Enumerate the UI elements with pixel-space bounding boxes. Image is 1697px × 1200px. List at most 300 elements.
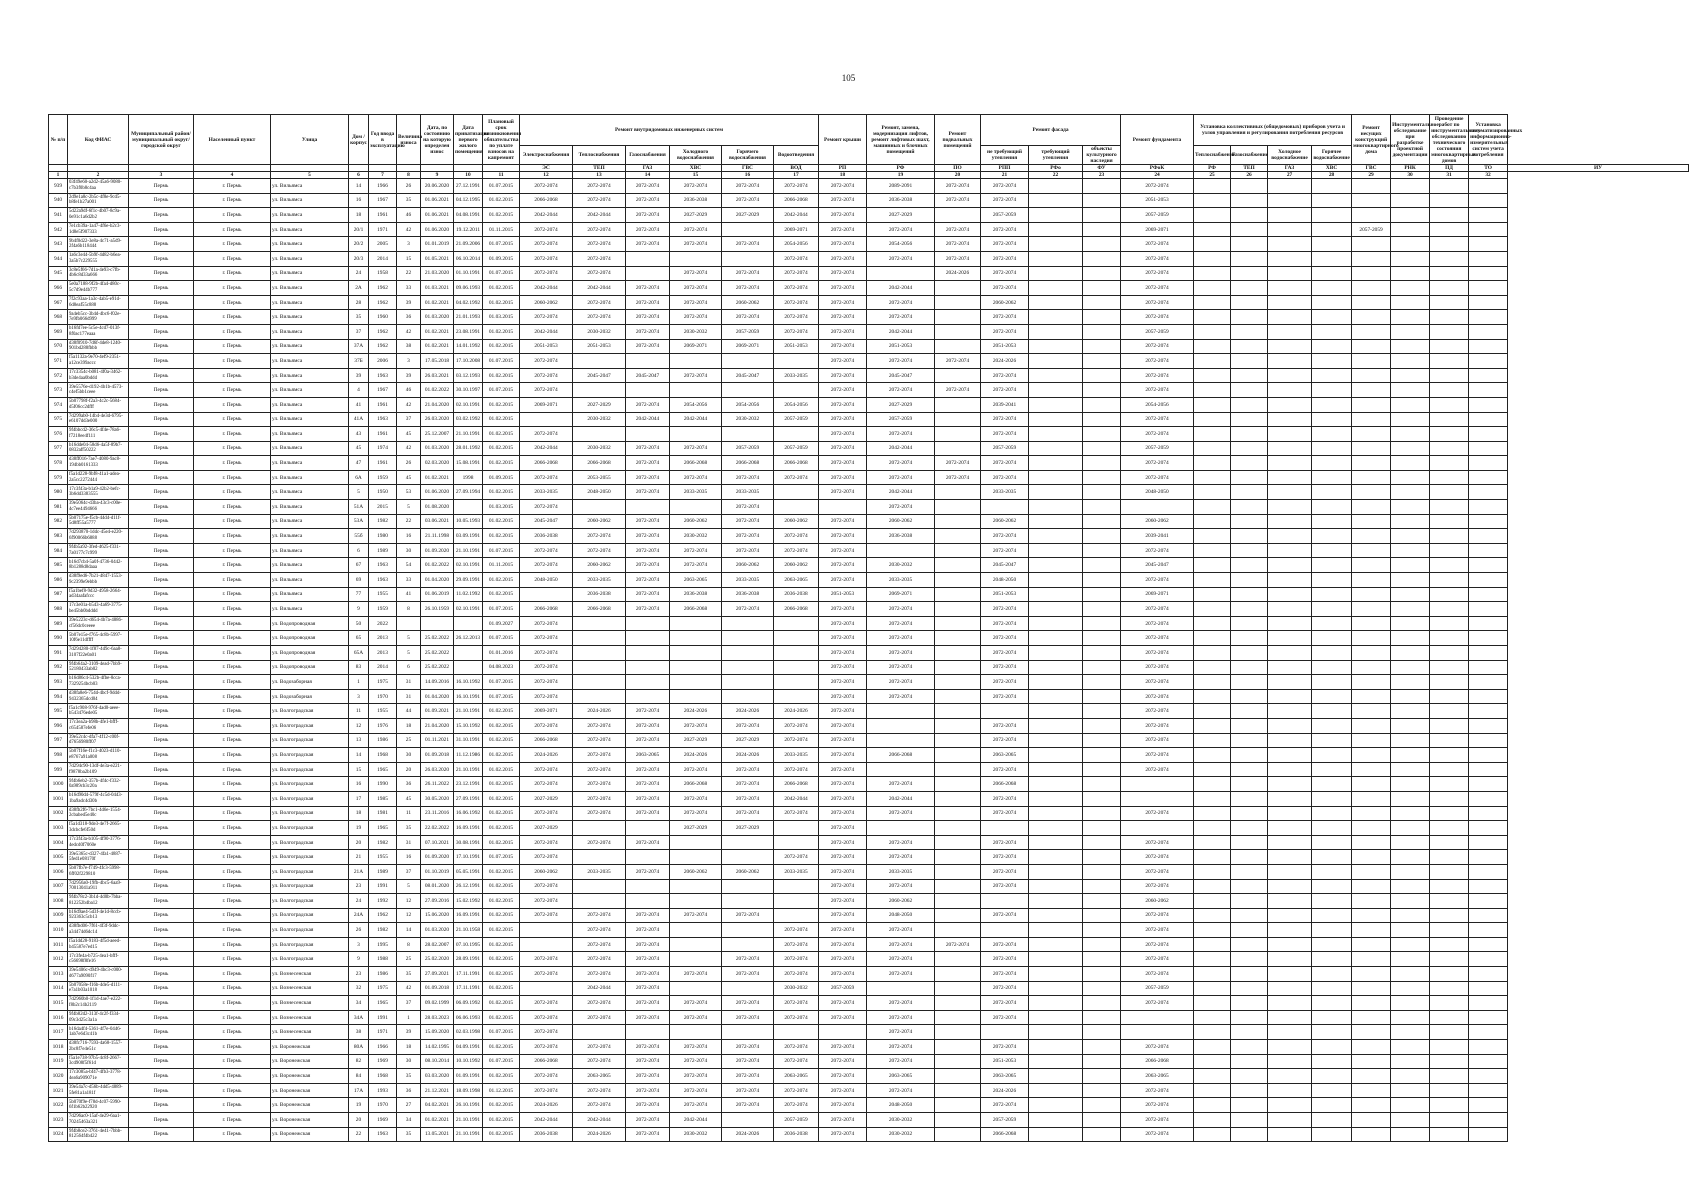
cell-basement xyxy=(935,397,981,412)
cell-roof: 2072-2074 xyxy=(819,179,867,194)
cell-auto-systems xyxy=(1469,514,1508,529)
cell-municipal: Пермь xyxy=(129,675,194,690)
header-municipal: Муниципальный район/муниципальный округ/городской округ xyxy=(129,115,194,165)
cell-house: 50 xyxy=(349,616,369,631)
cell-meter-gas xyxy=(1231,660,1268,675)
cell-gas xyxy=(626,354,670,369)
cell-year-built: 1970 xyxy=(369,689,397,704)
cell-facade-unwarmed: 2072-2074 xyxy=(981,967,1029,982)
cell-date-wear: 01.09.2020 xyxy=(421,850,454,865)
cell-cold-water: 2063-2065 xyxy=(670,573,722,588)
cell-fias-code: b16fd7ee-5c5e-4cd7-013f-8f0ac177eaaa xyxy=(68,324,129,339)
cell-planned-repair: 01.02.2015 xyxy=(483,937,520,952)
cell-date-privatization xyxy=(454,660,483,675)
cell-auto-systems xyxy=(1469,587,1508,602)
cell-meter-cold xyxy=(1268,631,1312,646)
cell-foundation: 2072-2074 xyxy=(1121,631,1194,646)
cell-reconstruction xyxy=(1352,602,1391,617)
cell-meter-hot xyxy=(1312,806,1352,821)
cell-wear: 54 xyxy=(397,558,421,573)
cell-heat: 2045-2047 xyxy=(573,368,626,383)
cell-settlement: г. Пермь xyxy=(194,266,271,281)
cell-wear: 16 xyxy=(397,850,421,865)
cell-meter-gas xyxy=(1231,295,1268,310)
cell-heat: 2072-2074 xyxy=(573,1083,626,1098)
cell-facade-warmed xyxy=(1029,251,1083,266)
cell-row-number: 1020 xyxy=(49,1069,68,1084)
cell-elevator: 2060-2062 xyxy=(867,894,935,909)
cell-row-number: 966 xyxy=(49,281,68,296)
cell-tech-state xyxy=(1430,587,1469,602)
cell-planned-repair: 01.02.2015 xyxy=(483,397,520,412)
cell-settlement: г. Пермь xyxy=(194,718,271,733)
cell-facade-warmed xyxy=(1029,295,1083,310)
cell-gas: 2072-2074 xyxy=(626,1083,670,1098)
cell-auto-systems xyxy=(1469,981,1508,996)
cell-municipal: Пермь xyxy=(129,208,194,223)
cell-tech-state xyxy=(1430,791,1469,806)
cell-meter-heat xyxy=(1194,1054,1231,1069)
header-year-built: Год ввода в эксплуатацию xyxy=(369,115,397,165)
cell-reconstruction xyxy=(1352,996,1391,1011)
cell-wear: 35 xyxy=(397,1069,421,1084)
cell-facade-unwarmed: 2063-2065 xyxy=(981,1069,1029,1084)
cell-meter-cold xyxy=(1268,1040,1312,1055)
cell-planned-repair: 01.09.2027 xyxy=(483,616,520,631)
table-row xyxy=(49,485,1689,500)
cell-fias-code: 9f4b82d2-313f-4c2f-f334-09c3d25c3a1a xyxy=(68,1010,129,1025)
cell-elevator: 2051-2053 xyxy=(867,339,935,354)
cell-meter-gas xyxy=(1231,937,1268,952)
cell-house: 37 xyxy=(349,324,369,339)
cell-municipal: Пермь xyxy=(129,470,194,485)
cell-street: ул. Вильямса xyxy=(271,179,349,194)
cell-roof: 2072-2074 xyxy=(819,835,867,850)
cell-tech-state xyxy=(1430,193,1469,208)
cell-year-built: 1961 xyxy=(369,397,397,412)
cell-cold-water: 2042-2044 xyxy=(670,1113,722,1128)
cell-elevator: 2072-2074 xyxy=(867,295,935,310)
cell-foundation: 2072-2074 xyxy=(1121,573,1194,588)
cell-cold-water: 2027-2029 xyxy=(670,733,722,748)
cell-tech-state xyxy=(1430,179,1469,194)
cell-project-docs xyxy=(1391,646,1430,661)
cell-hot-water: 2072-2074 xyxy=(722,908,774,923)
cell-wear: 36 xyxy=(397,777,421,792)
table-row xyxy=(49,266,1689,281)
table-row xyxy=(49,689,1689,704)
cell-auto-systems xyxy=(1469,368,1508,383)
cell-basement xyxy=(935,879,981,894)
cell-basement: 2072-2074 xyxy=(935,179,981,194)
cell-street: ул. Воронежская xyxy=(271,1069,349,1084)
cell-roof: 2072-2074 xyxy=(819,237,867,252)
cell-elevator: 2072-2074 xyxy=(867,850,935,865)
cell-facade-heritage xyxy=(1083,529,1121,544)
cell-row-number: 1004 xyxy=(49,835,68,850)
cell-tech-state xyxy=(1430,427,1469,442)
cell-meter-cold xyxy=(1268,1025,1312,1040)
cell-hot-water: 2060-2062 xyxy=(722,295,774,310)
cell-facade-heritage xyxy=(1083,908,1121,923)
cell-date-privatization: 16.09.1991 xyxy=(454,821,483,836)
cell-heat: 2072-2074 xyxy=(573,543,626,558)
cell-facade-unwarmed: 2060-2062 xyxy=(981,514,1029,529)
cell-heat: 2072-2074 xyxy=(573,266,626,281)
cell-roof: 2072-2074 xyxy=(819,1069,867,1084)
cell-electro: 2024-2026 xyxy=(520,1098,573,1113)
cell-municipal: Пермь xyxy=(129,996,194,1011)
cell-facade-warmed xyxy=(1029,748,1083,763)
cell-facade-heritage xyxy=(1083,1127,1121,1142)
cell-auto-systems xyxy=(1469,222,1508,237)
cell-year-built: 2015 xyxy=(369,500,397,515)
cell-project-docs xyxy=(1391,295,1430,310)
cell-project-docs xyxy=(1391,762,1430,777)
cell-reconstruction xyxy=(1352,923,1391,938)
cell-facade-heritage xyxy=(1083,1054,1121,1069)
cell-cold-water xyxy=(670,427,722,442)
cell-planned-repair: 01.02.2015 xyxy=(483,485,520,500)
header-code-cell: РНК xyxy=(1391,165,1430,172)
cell-foundation: 2072-2074 xyxy=(1121,1040,1194,1055)
cell-cold-water: 2072-2074 xyxy=(670,266,722,281)
cell-hot-water xyxy=(722,981,774,996)
cell-planned-repair: 01.02.2015 xyxy=(483,748,520,763)
cell-heat: 2033-2035 xyxy=(573,573,626,588)
table-row xyxy=(49,587,1689,602)
cell-wear: 20 xyxy=(397,762,421,777)
cell-planned-repair: 01.07.2015 xyxy=(483,354,520,369)
cell-municipal: Пермь xyxy=(129,1054,194,1069)
cell-tech-state xyxy=(1430,850,1469,865)
cell-street: ул. Воронежская xyxy=(271,1113,349,1128)
cell-heat: 2030-2032 xyxy=(573,324,626,339)
cell-facade-heritage xyxy=(1083,251,1121,266)
cell-fias-code: 17c3f43a-b105-4f90-3776-4edcd0f7060e xyxy=(68,835,129,850)
cell-facade-heritage xyxy=(1083,543,1121,558)
table-row xyxy=(49,1025,1689,1040)
cell-roof: 2072-2074 xyxy=(819,879,867,894)
cell-project-docs xyxy=(1391,179,1430,194)
cell-reconstruction xyxy=(1352,1098,1391,1113)
cell-electro xyxy=(520,587,573,602)
cell-roof: 2072-2074 xyxy=(819,1127,867,1142)
cell-elevator: 2072-2074 xyxy=(867,470,935,485)
header-code-cell: РП xyxy=(819,165,867,172)
cell-basement xyxy=(935,310,981,325)
cell-meter-hot xyxy=(1312,368,1352,383)
cell-facade-warmed xyxy=(1029,1054,1083,1069)
cell-wear: 39 xyxy=(397,295,421,310)
header-code-cell: РФ xyxy=(867,165,935,172)
cell-reconstruction xyxy=(1352,397,1391,412)
cell-heat: 2072-2074 xyxy=(573,295,626,310)
cell-cold-water xyxy=(670,850,722,865)
cell-house: 22 xyxy=(349,1127,369,1142)
cell-fias-code: 5d22a9df-6f1c-4b07-8c9a-0e91c1a6d2b2 xyxy=(68,208,129,223)
cell-electro: 2072-2074 xyxy=(520,222,573,237)
cell-gas: 2072-2074 xyxy=(626,923,670,938)
cell-tech-state xyxy=(1430,1025,1469,1040)
cell-planned-repair: 01.12.2015 xyxy=(483,1083,520,1098)
cell-auto-systems xyxy=(1469,806,1508,821)
header-meter-gas: Газоснабжение xyxy=(1231,146,1268,165)
cell-row-number: 1023 xyxy=(49,1113,68,1128)
cell-planned-repair: 01.02.2015 xyxy=(483,835,520,850)
cell-cold-water: 2072-2074 xyxy=(670,470,722,485)
cell-fias-code: b16dde04-58d6-4a5f-89b7-0832aff50222 xyxy=(68,441,129,456)
cell-meter-hot xyxy=(1312,500,1352,515)
cell-street: ул. Водозаборная xyxy=(271,689,349,704)
cell-facade-heritage xyxy=(1083,835,1121,850)
cell-sewer: 2072-2074 xyxy=(774,1054,819,1069)
cell-fias-code: 7e1cb39a-1a47-4f6e-b2c3-1d8e5f907333 xyxy=(68,222,129,237)
cell-elevator: 2045-2047 xyxy=(867,368,935,383)
cell-hot-water: 2057-2059 xyxy=(722,324,774,339)
cell-gas: 2072-2074 xyxy=(626,1127,670,1142)
cell-facade-heritage xyxy=(1083,806,1121,821)
cell-auto-systems xyxy=(1469,1010,1508,1025)
cell-hot-water: 2072-2074 xyxy=(722,1098,774,1113)
cell-house: 3 xyxy=(349,689,369,704)
cell-project-docs xyxy=(1391,383,1430,398)
cell-row-number: 978 xyxy=(49,456,68,471)
cell-meter-gas xyxy=(1231,543,1268,558)
cell-date-privatization: 21.10.1958 xyxy=(454,923,483,938)
cell-date-privatization: 01.10.1991 xyxy=(454,266,483,281)
cell-auto-systems xyxy=(1469,1098,1508,1113)
header-tech-state: Проведение работ по инструментальному обследованию технического состояния многоквартирных домов xyxy=(1431,115,1481,164)
cell-facade-unwarmed: 2072-2074 xyxy=(981,193,1029,208)
cell-settlement: г. Пермь xyxy=(194,762,271,777)
cell-cold-water: 2072-2074 xyxy=(670,762,722,777)
cell-meter-hot xyxy=(1312,937,1352,952)
cell-date-wear: 26.03.2021 xyxy=(421,368,454,383)
cell-date-privatization: 17.10.1991 xyxy=(454,850,483,865)
cell-hot-water: 2072-2074 xyxy=(722,791,774,806)
header-code-cell: ГАЗ xyxy=(626,165,670,172)
cell-elevator: 2072-2074 xyxy=(867,383,935,398)
cell-street: ул. Волгоградская xyxy=(271,762,349,777)
cell-elevator: 2072-2074 xyxy=(867,310,935,325)
cell-date-privatization: 26.10.1991 xyxy=(454,1098,483,1113)
cell-meter-cold xyxy=(1268,689,1312,704)
cell-foundation: 2072-2074 xyxy=(1121,864,1194,879)
cell-elevator: 2072-2074 xyxy=(867,675,935,690)
table-row xyxy=(49,952,1689,967)
cell-facade-heritage xyxy=(1083,704,1121,719)
cell-year-built: 1958 xyxy=(369,266,397,281)
cell-cold-water: 2072-2074 xyxy=(670,1040,722,1055)
cell-auto-systems xyxy=(1469,354,1508,369)
cell-elevator: 2069-2071 xyxy=(867,587,935,602)
cell-date-wear: 25.02.2020 xyxy=(421,952,454,967)
cell-elevator xyxy=(867,762,935,777)
cell-tech-state xyxy=(1430,864,1469,879)
header-code-blank xyxy=(349,165,369,172)
header-code-cell: РФ xyxy=(1194,165,1231,172)
cell-meter-heat xyxy=(1194,879,1231,894)
cell-facade-heritage xyxy=(1083,485,1121,500)
cell-fias-code: 17c3085a-bf47-4fb3-3778-4ea6a909071e xyxy=(68,1069,129,1084)
cell-sewer: 2072-2074 xyxy=(774,923,819,938)
cell-project-docs xyxy=(1391,675,1430,690)
cell-facade-heritage xyxy=(1083,368,1121,383)
cell-meter-cold xyxy=(1268,529,1312,544)
cell-gas: 2072-2074 xyxy=(626,967,670,982)
cell-meter-gas xyxy=(1231,529,1268,544)
cell-foundation: 2072-2074 xyxy=(1121,368,1194,383)
cell-settlement: г. Пермь xyxy=(194,1040,271,1055)
cell-year-built: 1963 xyxy=(369,1127,397,1142)
cell-facade-heritage xyxy=(1083,587,1121,602)
cell-planned-repair: 01.07.2015 xyxy=(483,179,520,194)
cell-wear: 30 xyxy=(397,1054,421,1069)
cell-elevator: 2042-2044 xyxy=(867,485,935,500)
cell-project-docs xyxy=(1391,237,1430,252)
cell-meter-cold xyxy=(1268,602,1312,617)
cell-street: ул. Вильямса xyxy=(271,368,349,383)
cell-municipal: Пермь xyxy=(129,806,194,821)
cell-project-docs xyxy=(1391,1127,1430,1142)
cell-wear: 11 xyxy=(397,806,421,821)
cell-reconstruction xyxy=(1352,485,1391,500)
cell-year-built: 1986 xyxy=(369,967,397,982)
cell-elevator: 2033-2035 xyxy=(867,573,935,588)
cell-date-wear: 21.04.2020 xyxy=(421,718,454,733)
cell-auto-systems xyxy=(1469,383,1508,398)
cell-wear: 42 xyxy=(397,397,421,412)
cell-basement xyxy=(935,587,981,602)
cell-municipal: Пермь xyxy=(129,514,194,529)
cell-date-wear: 26.03.2020 xyxy=(421,762,454,777)
cell-meter-cold xyxy=(1268,718,1312,733)
cell-municipal: Пермь xyxy=(129,937,194,952)
cell-heat: 2036-2038 xyxy=(573,587,626,602)
cell-street: ул. Волгоградская xyxy=(271,937,349,952)
cell-roof: 2072-2074 xyxy=(819,354,867,369)
cell-facade-unwarmed: 2033-2035 xyxy=(981,485,1029,500)
cell-date-privatization: 11.02.1992 xyxy=(454,587,483,602)
cell-cold-water: 2054-2056 xyxy=(670,397,722,412)
cell-reconstruction xyxy=(1352,558,1391,573)
cell-basement: 2072-2074 xyxy=(935,937,981,952)
cell-project-docs xyxy=(1391,602,1430,617)
header-column-number: 15 xyxy=(670,172,722,179)
cell-facade-unwarmed xyxy=(981,923,1029,938)
cell-elevator: 2063-2065 xyxy=(867,1069,935,1084)
cell-wear: 18 xyxy=(397,1040,421,1055)
cell-elevator: 2033-2035 xyxy=(867,864,935,879)
cell-fias-code: 5b07058e-f16b-4de5-d111-e7a1b03a1018 xyxy=(68,981,129,996)
cell-house: 17 xyxy=(349,791,369,806)
cell-basement xyxy=(935,791,981,806)
cell-gas: 2072-2074 xyxy=(626,835,670,850)
cell-electro: 2027-2029 xyxy=(520,821,573,836)
cell-cold-water xyxy=(670,251,722,266)
cell-cold-water: 2024-2026 xyxy=(670,704,722,719)
cell-reconstruction xyxy=(1352,748,1391,763)
cell-year-built: 1959 xyxy=(369,602,397,617)
cell-meter-cold xyxy=(1268,704,1312,719)
cell-facade-unwarmed: 2060-2062 xyxy=(981,295,1029,310)
table-row xyxy=(49,397,1689,412)
cell-meter-heat xyxy=(1194,281,1231,296)
cell-hot-water xyxy=(722,850,774,865)
cell-house: 37А xyxy=(349,339,369,354)
cell-settlement: г. Пермь xyxy=(194,237,271,252)
cell-wear: 8 xyxy=(397,937,421,952)
cell-foundation: 2072-2074 xyxy=(1121,879,1194,894)
cell-facade-warmed xyxy=(1029,981,1083,996)
cell-auto-systems xyxy=(1469,397,1508,412)
cell-foundation: 2072-2074 xyxy=(1121,689,1194,704)
cell-street: ул. Вильямса xyxy=(271,295,349,310)
header-code-blank xyxy=(483,165,520,172)
cell-cold-water: 2072-2074 xyxy=(670,806,722,821)
cell-facade-unwarmed: 2072-2074 xyxy=(981,718,1029,733)
cell-date-wear: 15.09.2020 xyxy=(421,1025,454,1040)
cell-facade-unwarmed: 2072-2074 xyxy=(981,602,1029,617)
header-foundation: Ремонт фундамента xyxy=(1121,115,1194,165)
cell-house: 65 xyxy=(349,631,369,646)
header-project-docs: Инструментальное обследование при разработке проектной документации xyxy=(1391,115,1430,165)
cell-house: 13 xyxy=(349,733,369,748)
cell-electro: 2072-2074 xyxy=(520,689,573,704)
cell-row-number: 986 xyxy=(49,573,68,588)
cell-project-docs xyxy=(1391,1083,1430,1098)
cell-sewer: 2066-2068 xyxy=(774,193,819,208)
cell-elevator: 2066-2068 xyxy=(867,748,935,763)
cell-facade-unwarmed: 2072-2074 xyxy=(981,368,1029,383)
cell-hot-water xyxy=(722,631,774,646)
table-row xyxy=(49,981,1689,996)
cell-wear xyxy=(397,616,421,631)
cell-municipal: Пермь xyxy=(129,310,194,325)
cell-roof: 2072-2074 xyxy=(819,718,867,733)
header-column-number: 3 xyxy=(129,172,194,179)
cell-meter-gas xyxy=(1231,996,1268,1011)
cell-sewer xyxy=(774,616,819,631)
cell-basement xyxy=(935,281,981,296)
cell-wear: 5 xyxy=(397,631,421,646)
cell-roof: 2072-2074 xyxy=(819,514,867,529)
cell-row-number: 990 xyxy=(49,631,68,646)
cell-meter-heat xyxy=(1194,1069,1231,1084)
cell-meter-gas xyxy=(1231,222,1268,237)
cell-meter-gas xyxy=(1231,631,1268,646)
cell-elevator: 2072-2074 xyxy=(867,1010,935,1025)
cell-basement: 2072-2074 xyxy=(935,383,981,398)
cell-elevator: 2054-2056 xyxy=(867,237,935,252)
cell-meter-cold xyxy=(1268,762,1312,777)
cell-sewer: 2072-2074 xyxy=(774,952,819,967)
header-column-number: 11 xyxy=(483,172,520,179)
cell-sewer: 2030-2032 xyxy=(774,981,819,996)
cell-meter-heat xyxy=(1194,383,1231,398)
cell-elevator: 2072-2074 xyxy=(867,251,935,266)
cell-date-privatization: 16.09.1991 xyxy=(454,908,483,923)
cell-wear: 16 xyxy=(397,529,421,544)
cell-facade-heritage xyxy=(1083,1025,1121,1040)
header-auto-systems: Установка автоматизированных информационно-измерительных систем учета потребления xyxy=(1469,115,1508,165)
cell-facade-heritage xyxy=(1083,558,1121,573)
cell-basement xyxy=(935,864,981,879)
cell-year-built: 1963 xyxy=(369,558,397,573)
cell-date-wear: 03.06.2021 xyxy=(421,514,454,529)
cell-house: 20/1 xyxy=(349,222,369,237)
